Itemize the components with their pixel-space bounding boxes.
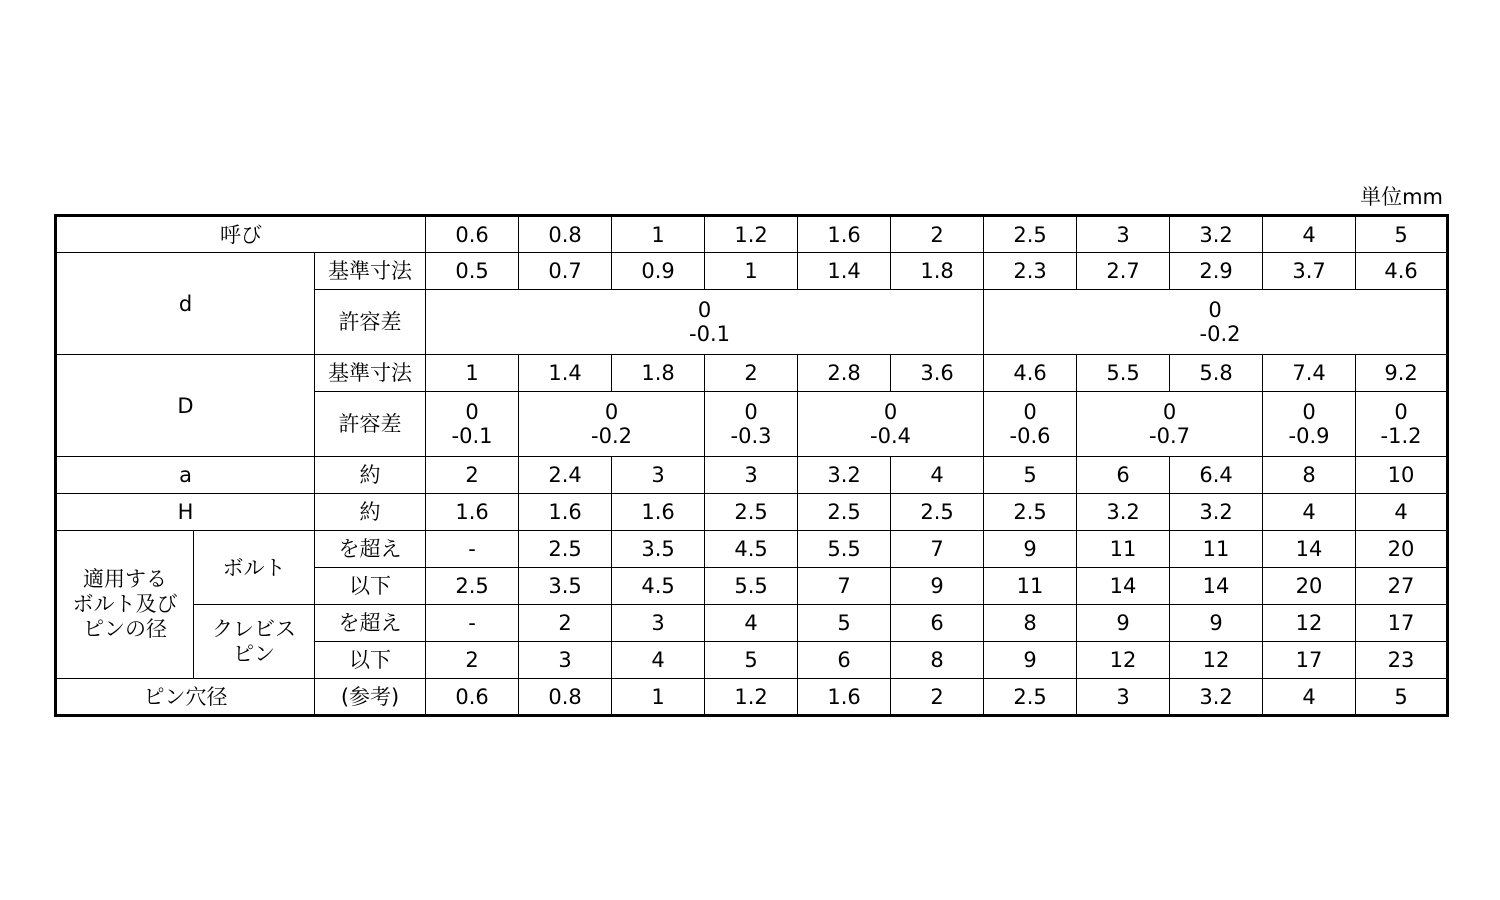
d-basic-cell: 0.7 — [519, 253, 612, 290]
tolerance-label: 許容差 — [315, 392, 426, 457]
pin-over-cell: 9 — [1077, 605, 1170, 642]
pin-hole-cell: 4 — [1263, 679, 1356, 716]
D-tolerance-cell — [1077, 392, 1263, 457]
pin-hole-cell: 3 — [1077, 679, 1170, 716]
over-label: を超え — [315, 531, 426, 568]
bolt-upto-cell: 7 — [798, 568, 891, 605]
a-cell: 2 — [426, 457, 519, 494]
nominal-cell: 3 — [1077, 216, 1170, 253]
H-cell: 1.6 — [426, 494, 519, 531]
D-basic-cell: 1 — [426, 355, 519, 392]
tol-lower: -0.2 — [1199, 322, 1241, 346]
D-basic-cell: 5.5 — [1077, 355, 1170, 392]
H-cell: 1.6 — [612, 494, 705, 531]
tol-lower: -0.1 — [451, 424, 493, 448]
nominal-cell: 2.5 — [984, 216, 1077, 253]
pin-upto-cell: 9 — [984, 642, 1077, 679]
reference-label: (参考) — [315, 679, 426, 716]
pin-over-cell: 2 — [519, 605, 612, 642]
D-basic-cell: 2.8 — [798, 355, 891, 392]
pin-over-cell: 12 — [1263, 605, 1356, 642]
pin-upto-cell: 12 — [1077, 642, 1170, 679]
tol-upper: 0 — [1208, 298, 1222, 322]
pin-over-cell: 5 — [798, 605, 891, 642]
bolt-label: ボルト — [194, 531, 315, 605]
a-cell: 10 — [1356, 457, 1448, 494]
tol-upper: 0 — [883, 400, 898, 424]
pin-over-cell: - — [426, 605, 519, 642]
pin-hole-cell: 2.5 — [984, 679, 1077, 716]
tol-lower: -0.2 — [591, 424, 633, 448]
a-cell: 3 — [612, 457, 705, 494]
dimension-table — [54, 214, 1449, 717]
row-bolt-over — [56, 531, 1448, 568]
pin-hole-cell: 0.6 — [426, 679, 519, 716]
bolt-over-cell: 14 — [1263, 531, 1356, 568]
a-cell: 5 — [984, 457, 1077, 494]
pin-upto-cell: 17 — [1263, 642, 1356, 679]
d-basic-cell: 3.7 — [1263, 253, 1356, 290]
tol-upper: 0 — [1162, 400, 1177, 424]
a-cell: 8 — [1263, 457, 1356, 494]
pin-hole-cell: 0.8 — [519, 679, 612, 716]
bolt-upto-cell: 9 — [891, 568, 984, 605]
D-tolerance-cell — [519, 392, 705, 457]
clevis-pin-label: クレビス ピン — [194, 605, 315, 679]
a-cell: 6 — [1077, 457, 1170, 494]
row-d-basic — [56, 253, 1448, 290]
pin-hole-cell: 1.6 — [798, 679, 891, 716]
bolt-over-cell: 5.5 — [798, 531, 891, 568]
H-cell: 2.5 — [705, 494, 798, 531]
pin-hole-cell: 5 — [1356, 679, 1448, 716]
pin-upto-cell: 2 — [426, 642, 519, 679]
tol-upper: 0 — [1302, 400, 1316, 424]
over-label: を超え — [315, 605, 426, 642]
H-cell: 3.2 — [1077, 494, 1170, 531]
bolt-upto-cell: 2.5 — [426, 568, 519, 605]
row-nominal — [56, 216, 1448, 253]
D-basic-cell: 1.4 — [519, 355, 612, 392]
pin-over-cell: 17 — [1356, 605, 1448, 642]
tol-lower: -0.1 — [689, 322, 731, 346]
pin-hole-label: ピン穴径 — [56, 679, 315, 716]
row-H — [56, 494, 1448, 531]
d-tolerance-cell — [426, 290, 984, 355]
row-pin-hole — [56, 679, 1448, 716]
d-label: d — [56, 253, 315, 355]
bolt-over-cell: - — [426, 531, 519, 568]
nominal-cell: 0.8 — [519, 216, 612, 253]
pin-upto-cell: 8 — [891, 642, 984, 679]
nominal-cell: 0.6 — [426, 216, 519, 253]
basic-label: 基準寸法 — [315, 355, 426, 392]
D-basic-cell: 2 — [705, 355, 798, 392]
nominal-cell: 1.2 — [705, 216, 798, 253]
d-basic-cell: 1 — [705, 253, 798, 290]
row-a — [56, 457, 1448, 494]
D-tolerance-cell — [426, 392, 519, 457]
applicable-label: 適用する ボルト及び ピンの径 — [56, 531, 194, 679]
bolt-upto-cell: 5.5 — [705, 568, 798, 605]
a-cell: 3.2 — [798, 457, 891, 494]
row-pin-over — [56, 605, 1448, 642]
tol-lower: -0.7 — [1149, 424, 1191, 448]
upto-label: 以下 — [315, 642, 426, 679]
pin-over-cell: 3 — [612, 605, 705, 642]
pin-hole-cell: 2 — [891, 679, 984, 716]
H-cell: 2.5 — [891, 494, 984, 531]
D-tolerance-cell — [1263, 392, 1356, 457]
D-basic-cell: 1.8 — [612, 355, 705, 392]
a-cell: 3 — [705, 457, 798, 494]
bolt-over-cell: 9 — [984, 531, 1077, 568]
H-label: H — [56, 494, 315, 531]
tol-upper: 0 — [1023, 400, 1037, 424]
a-cell: 6.4 — [1170, 457, 1263, 494]
bolt-over-cell: 2.5 — [519, 531, 612, 568]
pin-upto-cell: 5 — [705, 642, 798, 679]
pin-over-cell: 6 — [891, 605, 984, 642]
tol-lower: -1.2 — [1380, 424, 1422, 448]
approx-label: 約 — [315, 494, 426, 531]
tol-lower: -0.9 — [1288, 424, 1330, 448]
a-label: a — [56, 457, 315, 494]
tol-upper: 0 — [697, 298, 712, 322]
H-cell: 2.5 — [984, 494, 1077, 531]
pin-over-cell: 9 — [1170, 605, 1263, 642]
tol-upper: 0 — [604, 400, 619, 424]
d-basic-cell: 1.4 — [798, 253, 891, 290]
pin-over-cell: 4 — [705, 605, 798, 642]
bolt-upto-cell: 3.5 — [519, 568, 612, 605]
tol-lower: -0.4 — [870, 424, 912, 448]
D-basic-cell: 3.6 — [891, 355, 984, 392]
H-cell: 1.6 — [519, 494, 612, 531]
pin-hole-cell: 1.2 — [705, 679, 798, 716]
tolerance-label: 許容差 — [315, 290, 426, 355]
bolt-over-cell: 11 — [1170, 531, 1263, 568]
H-cell: 3.2 — [1170, 494, 1263, 531]
bolt-upto-cell: 11 — [984, 568, 1077, 605]
d-basic-cell: 2.3 — [984, 253, 1077, 290]
H-cell: 2.5 — [798, 494, 891, 531]
bolt-over-cell: 20 — [1356, 531, 1448, 568]
d-tolerance-cell — [984, 290, 1448, 355]
pin-upto-cell: 23 — [1356, 642, 1448, 679]
row-D-basic — [56, 355, 1448, 392]
bolt-upto-cell: 14 — [1170, 568, 1263, 605]
pin-over-cell: 8 — [984, 605, 1077, 642]
unit-label: 単位mm — [1360, 185, 1443, 209]
nominal-cell: 1.6 — [798, 216, 891, 253]
H-cell: 4 — [1263, 494, 1356, 531]
pin-upto-cell: 4 — [612, 642, 705, 679]
bolt-over-cell: 7 — [891, 531, 984, 568]
tol-upper: 0 — [1394, 400, 1408, 424]
tol-lower: -0.3 — [730, 424, 772, 448]
D-label: D — [56, 355, 315, 457]
upto-label: 以下 — [315, 568, 426, 605]
bolt-over-cell: 3.5 — [612, 531, 705, 568]
D-tolerance-cell — [798, 392, 984, 457]
d-basic-cell: 0.5 — [426, 253, 519, 290]
D-tolerance-cell — [1356, 392, 1448, 457]
nominal-cell: 4 — [1263, 216, 1356, 253]
tol-upper: 0 — [465, 400, 479, 424]
d-basic-cell: 1.8 — [891, 253, 984, 290]
a-cell: 4 — [891, 457, 984, 494]
D-tolerance-cell — [984, 392, 1077, 457]
bolt-upto-cell: 14 — [1077, 568, 1170, 605]
bolt-upto-cell: 27 — [1356, 568, 1448, 605]
approx-label: 約 — [315, 457, 426, 494]
pin-upto-cell: 3 — [519, 642, 612, 679]
d-basic-cell: 0.9 — [612, 253, 705, 290]
bolt-over-cell: 4.5 — [705, 531, 798, 568]
nominal-cell: 1 — [612, 216, 705, 253]
bolt-over-cell: 11 — [1077, 531, 1170, 568]
D-basic-cell: 4.6 — [984, 355, 1077, 392]
D-tolerance-cell — [705, 392, 798, 457]
pin-hole-cell: 1 — [612, 679, 705, 716]
tol-upper: 0 — [744, 400, 758, 424]
basic-label: 基準寸法 — [315, 253, 426, 290]
pin-upto-cell: 6 — [798, 642, 891, 679]
H-cell: 4 — [1356, 494, 1448, 531]
tol-lower: -0.6 — [1009, 424, 1051, 448]
D-basic-cell: 5.8 — [1170, 355, 1263, 392]
bolt-upto-cell: 20 — [1263, 568, 1356, 605]
nominal-label: 呼び — [56, 216, 426, 253]
D-basic-cell: 9.2 — [1356, 355, 1448, 392]
d-basic-cell: 4.6 — [1356, 253, 1448, 290]
d-basic-cell: 2.7 — [1077, 253, 1170, 290]
nominal-cell: 3.2 — [1170, 216, 1263, 253]
pin-hole-cell: 3.2 — [1170, 679, 1263, 716]
D-basic-cell: 7.4 — [1263, 355, 1356, 392]
nominal-cell: 2 — [891, 216, 984, 253]
d-basic-cell: 2.9 — [1170, 253, 1263, 290]
a-cell: 2.4 — [519, 457, 612, 494]
bolt-upto-cell: 4.5 — [612, 568, 705, 605]
nominal-cell: 5 — [1356, 216, 1448, 253]
pin-upto-cell: 12 — [1170, 642, 1263, 679]
